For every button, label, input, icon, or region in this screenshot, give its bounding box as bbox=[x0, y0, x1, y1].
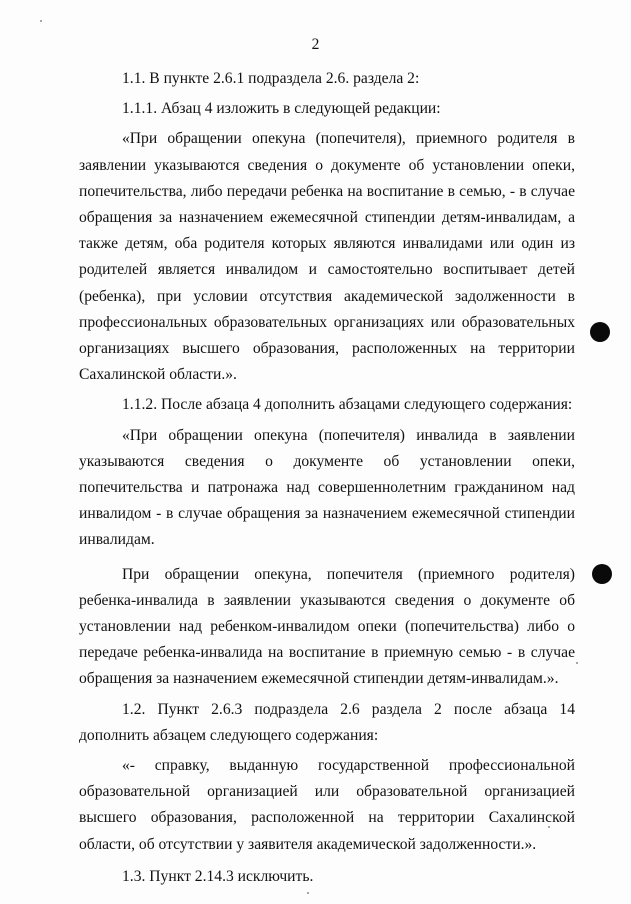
paragraph-1-2: 1.2. Пункт 2.6.3 подраздела 2.6 раздела 2 после абзаца 14 дополнить абзацем следующего содержания: bbox=[79, 700, 575, 744]
paragraph-opekun-invalid: «При обращении опекуна (попечителя) инвалида в заявлении указываются сведения о документе об установлении опеки, попечительства и патронажа над совершеннолетним гражданином над инвалидом - в случае обращения за назначением ежемесячной стипендии инвалидам. bbox=[79, 426, 575, 549]
paragraph-1-1-1: 1.1.1. Абзац 4 изложить в следующей редакции: bbox=[122, 100, 441, 118]
paragraph-rebenok-invalid: При обращении опекуна, попечителя (приемного родителя) ребенка-инвалида в заявлении указываются сведения о документе об установлении над ребенком-инвалидом опеки (попечительства) либо о передаче ребенка-инвалида на воспитание в приемную семью - в случае обращения за назначением ежемесячной стипендии детям-инвалидам.». bbox=[79, 565, 575, 688]
paragraph-1-1-2: 1.1.2. После абзаца 4 дополнить абзацами следующего содержания: bbox=[122, 396, 573, 414]
punch-hole-mark bbox=[590, 322, 610, 342]
scan-speck bbox=[307, 892, 309, 894]
document-body bbox=[79, 66, 575, 890]
paragraph-spravka: «- справку, выданную государственной профессиональной образовательной организацией или образовательной организацией высшего образования, расположенной на территории Сахалинской области, об отсутствии у заявителя академической задолженности.». bbox=[79, 757, 575, 853]
scan-speck bbox=[40, 20, 42, 22]
paragraph-1-3: 1.3. Пункт 2.14.3 исключить. bbox=[122, 867, 314, 885]
punch-hole-mark bbox=[592, 564, 612, 584]
paragraph-1-1: 1.1. В пункте 2.6.1 подраздела 2.6. раздела 2: bbox=[122, 70, 420, 87]
scan-speck bbox=[548, 826, 550, 828]
page-number: 2 bbox=[311, 36, 320, 53]
scan-speck bbox=[576, 662, 578, 664]
paragraph-abzac-4-text: «При обращении опекуна (попечителя), приемного родителя в заявлении указываются сведения о документе об установлении опеки, попечительства, либо передачи ребенка на воспитание в семью, - в случае обращения за назначением ежемесячной стипендии детям-инвалидам, а также детям, оба родителя которых являются инвалидами или один из родителей является инвалидом и самостоятельно воспитывает детей (ребенка), при условии отсутствия академической задолженности в профессиональных образовательных организациях или образовательных организациях высшего образования, расположенных на территории Сахалинской области.». bbox=[79, 130, 575, 384]
